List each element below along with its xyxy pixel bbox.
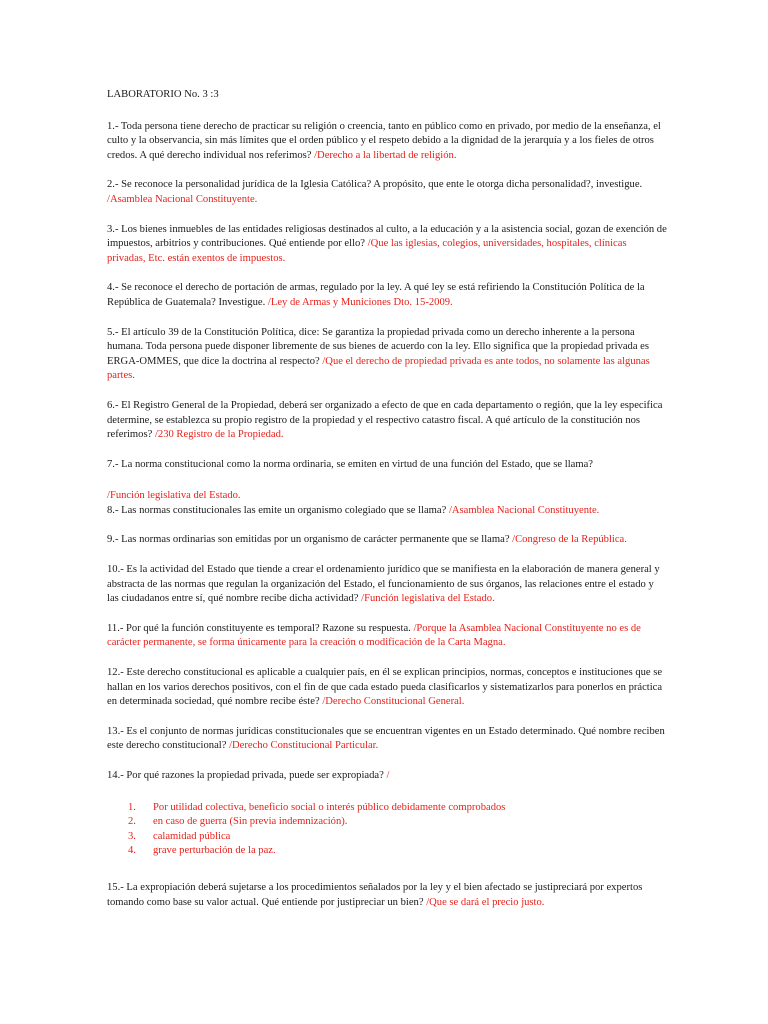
question-text: 8.- Las normas constitucionales las emite un organismo colegiado que se llama?	[107, 504, 449, 516]
question-7-answer-and-8	[107, 489, 667, 518]
expropriation-reasons-list	[107, 801, 667, 859]
list-item	[107, 815, 667, 830]
question-2	[107, 178, 667, 207]
answer-text: /Función legislativa del Estado.	[361, 593, 495, 605]
list-number: 2.	[128, 816, 136, 828]
question-7	[107, 458, 667, 473]
question-text: 3.- Los bienes inmuebles de las entidades religiosas destinados al culto, a la educación y a la asistencia social, gozan de exención de impuestos, arbitrios y contribuciones. Qué entiende por ello?	[107, 223, 667, 250]
answer-text: /Ley de Armas y Municiones Dto. 15-2009.	[267, 296, 453, 308]
answer-text: /Derecho Constitucional Particular.	[229, 740, 379, 752]
answer-text: /Que el derecho de propiedad privada es ante todos, no solamente las algunas partes.	[107, 355, 650, 382]
question-5	[107, 326, 667, 384]
list-number: 1.	[128, 801, 136, 813]
question-6	[107, 399, 667, 443]
question-text: 11.- Por qué la función constituyente es temporal? Razone su respuesta.	[107, 622, 414, 634]
list-text: en caso de guerra (Sin previa indemnización).	[153, 816, 348, 828]
answer-text: /Que las iglesias, colegios, universidades, hospitales, clínicas privadas, Etc. están exentos de impuestos.	[107, 238, 627, 264]
question-text: 9.- Las normas ordinarias son emitidas por un organismo de carácter permanente que se llama?	[107, 534, 513, 546]
answer-text: /Congreso de la República.	[512, 534, 627, 546]
question-4	[107, 281, 667, 310]
question-text: 12.- Este derecho constitucional es aplicable a cualquier país, en él se explican principios, normas, conceptos e instituciones que se hallan en los varios derechos positivos, con el fin de que cada estado pueda clasificarlos y sistematizarlos para ponerlos en práctica en determinada sociedad, qué nombre recibe éste?	[107, 667, 663, 708]
question-text: 14.- Por qué razones la propiedad privada, puede ser expropiada?	[107, 770, 387, 781]
list-number: 4.	[128, 845, 136, 857]
answer-text: /Porque la Asamblea Nacional Constituyente no es de carácter permanente, se forma únicamente para la creación o modificación de la Carta Magna.	[107, 622, 641, 649]
answer-text: /230 Registro de la Propiedad.	[154, 429, 284, 441]
question-text: 5.- El artículo 39 de la Constitución Política, dice: Se garantiza la propiedad privada como un derecho inherente a la persona humana. Toda persona puede disponer libremente de sus bienes de acuerdo con la ley. Ello significa que la propiedad privada es ERGA-OMMES, que dice la doctrina al respecto?	[107, 326, 650, 367]
list-text: calamidad pública	[153, 830, 231, 842]
list-text: Por utilidad colectiva, beneficio social o interés público debidamente comprobados	[153, 801, 506, 813]
question-1	[107, 120, 667, 164]
answer-text: /	[386, 770, 390, 781]
answer-text: /Asamblea Nacional Constituyente.	[448, 504, 600, 516]
answer-text: /Derecho a la libertad de religión.	[314, 149, 457, 161]
list-item	[107, 801, 667, 816]
question-12	[107, 666, 667, 710]
answer-text: /Función legislativa del Estado.	[107, 490, 241, 502]
document-title: LABORATORIO No. 3 :3	[107, 89, 219, 100]
list-item	[107, 844, 667, 859]
question-text: 13.- Es el conjunto de normas jurídicas constitucionales que se encuentran vigentes en un Estado determinado. Qué nombre reciben este derecho constitucional?	[107, 725, 665, 752]
question-text: 6.- El Registro General de la Propiedad, deberá ser organizado a efecto de que en cada departamento o región, que la ley especifica determine, se establezca su propio registro de la propiedad y el respectivo catastro fiscal. A qué artículo de la constitución nos referimos?	[107, 399, 663, 441]
answer-text: /Asamblea Nacional Constituyente.	[107, 193, 258, 205]
list-text: grave perturbación de la paz.	[153, 845, 276, 857]
answer-text: /Que se dará el precio justo.	[426, 896, 545, 908]
question-14	[107, 769, 667, 784]
document-body	[107, 88, 667, 925]
question-text: 15.- La expropiación deberá sujetarse a los procedimientos señalados por la ley y el bien afectado se justipreciará por expertos tomando como base su valor actual. Qué entiende por justipreciar un bien?	[107, 881, 643, 908]
question-text: 2.- Se reconoce la personalidad jurídica de la Iglesia Católica? A propósito, que ente le otorga dicha personalidad?, investigue.	[107, 179, 643, 191]
question-15	[107, 881, 667, 910]
question-text: 7.- La norma constitucional como la norma ordinaria, se emiten en virtud de una función del Estado, que se llama?	[107, 458, 593, 470]
answer-text: /Derecho Constitucional General.	[322, 696, 465, 708]
list-item	[107, 830, 667, 845]
question-10	[107, 563, 667, 607]
list-number: 3.	[128, 830, 136, 842]
question-13	[107, 725, 667, 754]
question-text: 4.- Se reconoce el derecho de portación de armas, regulado por la ley. A qué ley se está refiriendo la Constitución Política de la República de Guatemala? Investigue.	[107, 282, 645, 308]
question-11	[107, 622, 667, 651]
question-3	[107, 223, 667, 267]
question-text: 1.- Toda persona tiene derecho de practicar su religión o creencia, tanto en público como en privado, por medio de la enseñanza, el culto y la observancia, sin más límites que el orden público y el respeto debido a la dignidad de la jerarquía y a los fieles de otros credos. A qué derecho individual nos referimos?	[107, 120, 661, 161]
question-text: 10.- Es la actividad del Estado que tiende a crear el ordenamiento jurídico que se manifiesta en la elaboración de manera general y abstracta de las normas que regulan la organización del Estado, el funcionamiento de sus órganos, las relaciones entre el estado y las ciudadanos entre sí, qué nombre recibe dicha actividad?	[107, 564, 660, 605]
question-9	[107, 533, 667, 548]
